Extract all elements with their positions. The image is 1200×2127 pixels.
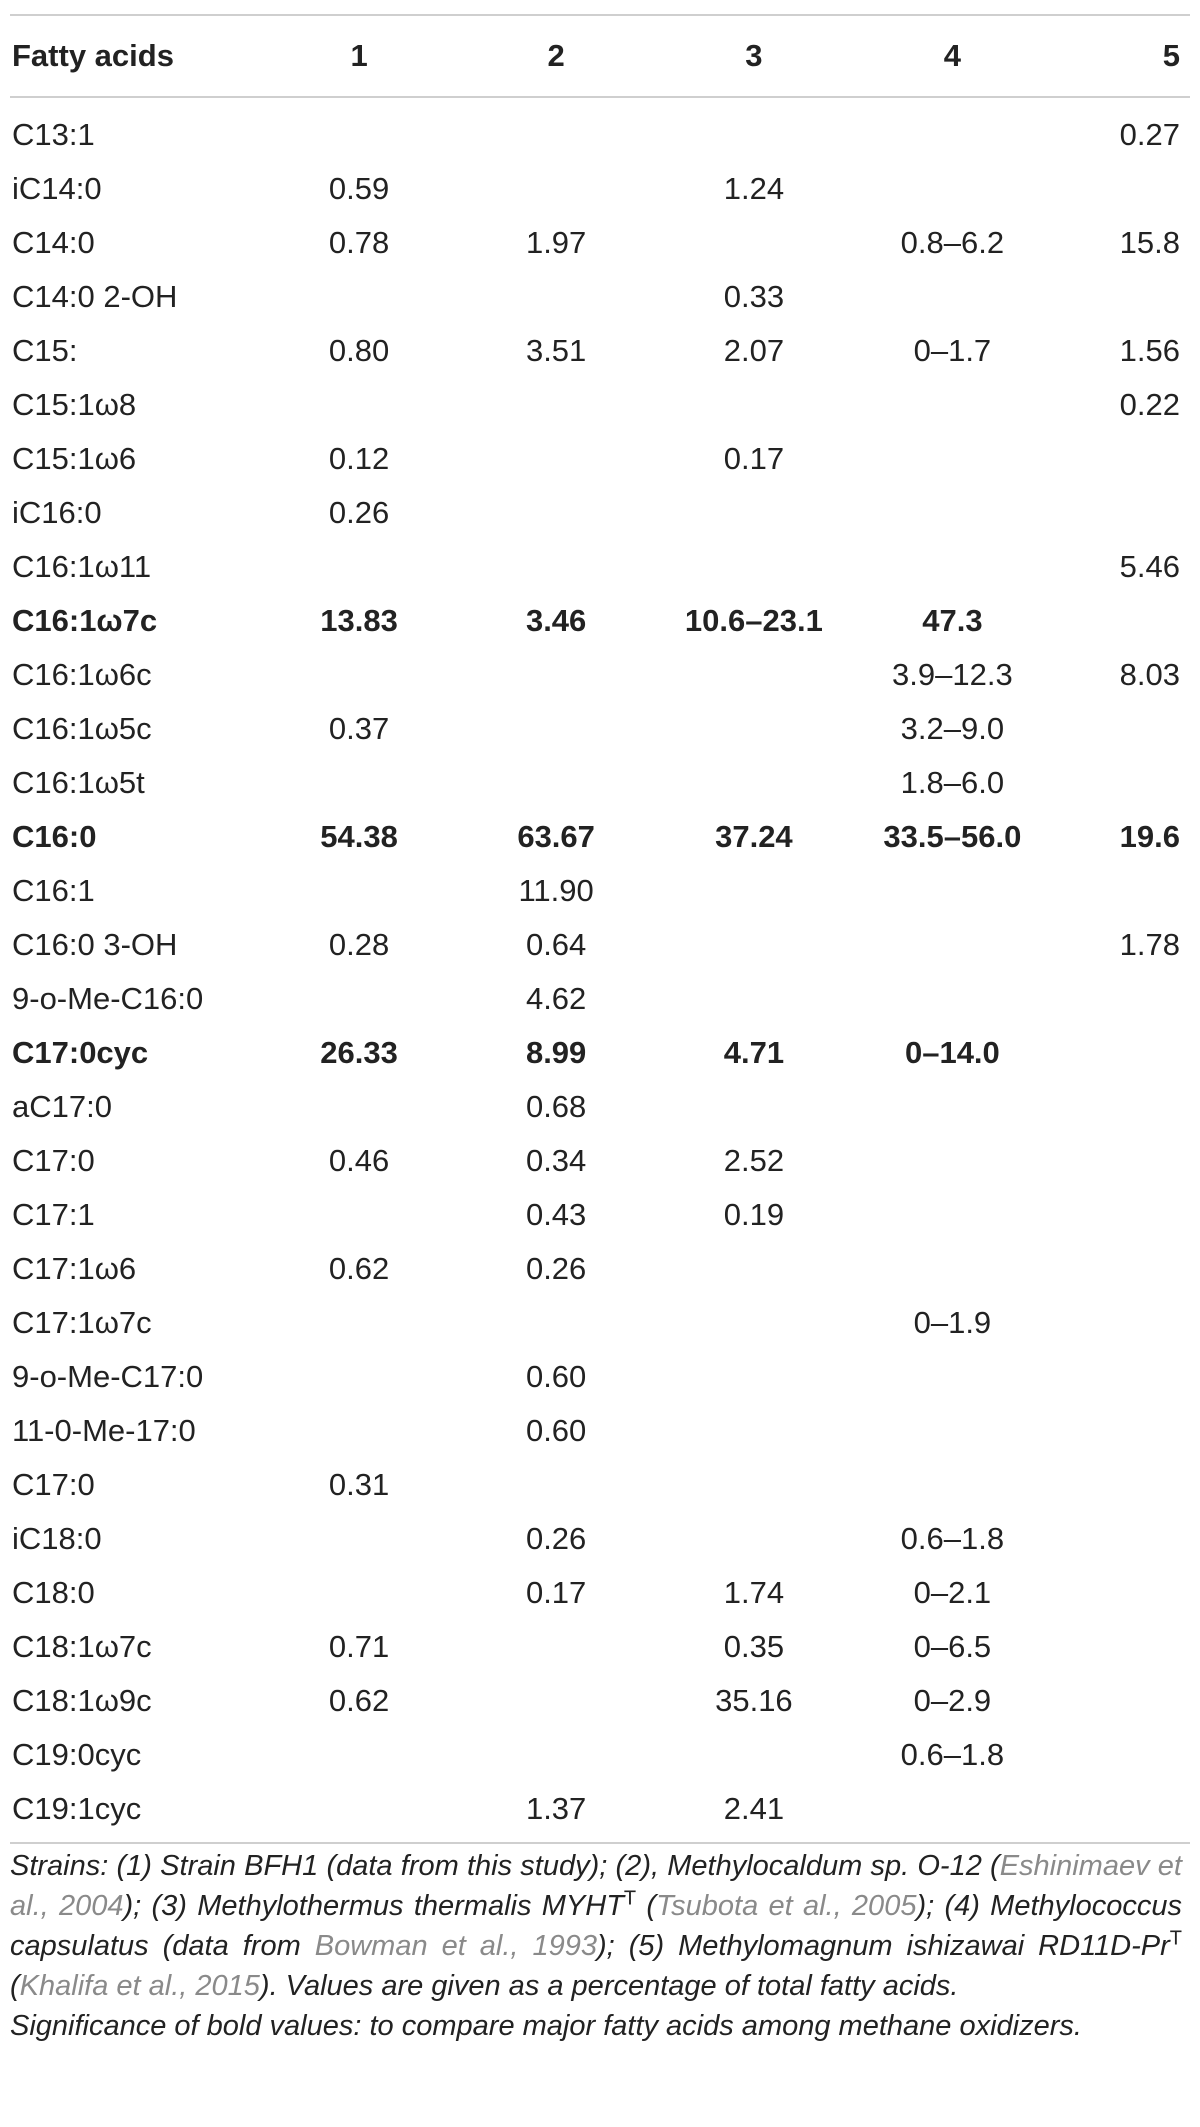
table-row [10,270,1190,324]
fatty-acid-name: C17:0cyc [12,1035,149,1070]
value-cell-strain-3 [655,1350,854,1404]
header-strain-5: 5 [1052,15,1190,97]
value-cell-strain-3: 37.24 [715,819,793,854]
table-row [10,648,1190,702]
table-row [10,540,1190,594]
fatty-acid-name: C14:0 2-OH [12,279,178,314]
value-cell-strain-1: 0.28 [328,927,390,962]
value-cell-strain-2 [458,432,655,486]
value-cell-strain-2 [458,1458,655,1512]
fatty-acid-name: C19:1cyc [10,1782,261,1843]
value-cell-strain-1: 0.78 [328,225,390,260]
table-row [10,1728,1190,1782]
value-cell-strain-5 [1052,270,1190,324]
header-strain-2: 2 [458,15,655,97]
value-cell-strain-5: 19.6 [1119,819,1180,854]
value-cell-strain-2 [458,540,655,594]
value-cell-strain-3: 35.16 [715,1683,793,1718]
value-cell-strain-1 [261,1296,458,1350]
value-cell-strain-3 [655,702,854,756]
fatty-acid-name: C15:1ω8 [12,387,137,422]
value-cell-strain-2: 11.90 [518,873,594,908]
value-cell-strain-1: 0.62 [328,1683,390,1718]
fatty-acid-name: C13:1 [12,117,95,152]
value-cell-strain-2: 0.26 [525,1521,587,1556]
header-fatty-acids: Fatty acids [10,15,261,97]
value-cell-strain-5 [1052,1620,1190,1674]
value-cell-strain-1 [261,972,458,1026]
value-cell-strain-3: 1.74 [723,1575,785,1610]
value-cell-strain-5: 0.27 [1119,117,1180,152]
value-cell-strain-5 [1052,1188,1190,1242]
type-strain-superscript: T [1169,1927,1182,1950]
table-row [10,1404,1190,1458]
value-cell-strain-4: 47.3 [922,603,983,638]
value-cell-strain-2: 1.97 [525,225,587,260]
fatty-acid-name: C15:1ω6 [12,441,137,476]
value-cell-strain-3 [655,1728,854,1782]
value-cell-strain-4: 33.5–56.0 [883,819,1022,854]
note-text: ); (3) Methylothermus thermalis MYHT [123,1890,624,1922]
value-cell-strain-1: 0.62 [328,1251,390,1286]
value-cell-strain-4: 0–1.7 [913,333,992,368]
value-cell-strain-1 [261,1566,458,1620]
value-cell-strain-4 [853,1080,1052,1134]
value-cell-strain-2: 0.68 [525,1089,587,1124]
header-strain-1: 1 [261,15,458,97]
value-cell-strain-5 [1052,1026,1190,1080]
value-cell-strain-4 [853,1242,1052,1296]
table-header [10,15,1190,97]
value-cell-strain-1: 54.38 [320,819,398,854]
value-cell-strain-4: 0–2.9 [913,1683,992,1718]
value-cell-strain-5 [1052,1782,1190,1843]
value-cell-strain-5 [1052,1728,1190,1782]
fatty-acid-name: iC18:0 [12,1521,102,1556]
value-cell-strain-2: 1.37 [458,1782,655,1843]
value-cell-strain-3: 2.52 [723,1143,785,1178]
value-cell-strain-4 [853,1188,1052,1242]
value-cell-strain-1 [261,1782,458,1843]
fatty-acids-table [10,14,1190,1844]
fatty-acid-name: C18:0 [12,1575,95,1610]
reference-link[interactable]: Bowman et al., 1993 [314,1930,597,1962]
table-row [10,1674,1190,1728]
value-cell-strain-1: 0.12 [328,441,390,476]
value-cell-strain-2 [458,1674,655,1728]
value-cell-strain-4 [853,540,1052,594]
value-cell-strain-2 [458,702,655,756]
fatty-acid-name: C17:0 [12,1467,95,1502]
table-row [10,1134,1190,1188]
table-row [10,702,1190,756]
note-text: ); (4) Methylococcus capsulatus (data from [10,1890,1182,1962]
value-cell-strain-1: 0.37 [328,711,390,746]
value-cell-strain-4 [853,918,1052,972]
table-row [10,918,1190,972]
value-cell-strain-1 [261,97,458,162]
fatty-acid-name: C16:1 [12,873,95,908]
value-cell-strain-1 [261,270,458,324]
fatty-acid-name: iC14:0 [12,171,102,206]
note-text: ); (5) Methylomagnum ishizawai RD11D-Pr [596,1930,1170,1962]
reference-link[interactable]: Eshinimaev et al., 2004 [10,1850,1182,1922]
value-cell-strain-1 [261,1404,458,1458]
value-cell-strain-2: 0.26 [525,1251,587,1286]
value-cell-strain-3: 0.33 [723,279,785,314]
fatty-acid-name: C18:1ω7c [12,1629,152,1664]
value-cell-strain-5 [1052,486,1190,540]
value-cell-strain-4 [853,1404,1052,1458]
table-row [10,864,1190,918]
value-cell-strain-2 [458,1728,655,1782]
value-cell-strain-4: 0–2.1 [913,1575,992,1610]
value-cell-strain-5 [1052,1566,1190,1620]
value-cell-strain-1 [261,540,458,594]
value-cell-strain-4 [853,270,1052,324]
fatty-acid-name: iC16:0 [12,495,102,530]
table-row [10,810,1190,864]
value-cell-strain-4 [853,972,1052,1026]
fatty-acid-name: aC17:0 [12,1089,112,1124]
value-cell-strain-1 [261,648,458,702]
note-text: Strains: (1) Strain BFH1 (data from this study); (2), Methylocaldum sp. O-12 ( [10,1850,1000,1882]
table-footnotes [10,1846,1182,2046]
value-cell-strain-1 [261,378,458,432]
value-cell-strain-2 [458,1296,655,1350]
table-row [10,216,1190,270]
value-cell-strain-5 [1052,1080,1190,1134]
value-cell-strain-1: 0.26 [328,495,390,530]
value-cell-strain-2: 63.67 [517,819,595,854]
fatty-acid-name: 11-0-Me-17:0 [12,1413,196,1448]
value-cell-strain-5: 5.46 [1119,549,1180,584]
value-cell-strain-2: 0.64 [525,927,587,962]
value-cell-strain-3: 2.41 [655,1782,854,1843]
table-body [10,97,1190,1843]
value-cell-strain-5: 8.03 [1119,657,1180,692]
fatty-acid-name: C16:1ω5t [12,765,145,800]
value-cell-strain-4: 0–14.0 [904,1035,1000,1070]
value-cell-strain-1: 0.31 [328,1467,390,1502]
value-cell-strain-4 [853,864,1052,918]
table-row [10,1242,1190,1296]
value-cell-strain-4: 0–1.9 [913,1305,992,1340]
value-cell-strain-5: 1.78 [1119,927,1180,962]
value-cell-strain-3: 2.07 [723,333,785,368]
table-row [10,1458,1190,1512]
value-cell-strain-2 [458,97,655,162]
header-strain-4: 4 [853,15,1052,97]
value-cell-strain-4: 0.6–1.8 [900,1737,1005,1772]
value-cell-strain-1: 0.80 [328,333,390,368]
value-cell-strain-5 [1052,1458,1190,1512]
value-cell-strain-3 [655,756,854,810]
fatty-acid-name: C16:0 3-OH [12,927,178,962]
value-cell-strain-2: 0.43 [525,1197,587,1232]
fatty-acid-name: C17:1 [12,1197,95,1232]
value-cell-strain-1 [261,1512,458,1566]
value-cell-strain-5 [1052,972,1190,1026]
value-cell-strain-3 [655,1242,854,1296]
table-row [10,1296,1190,1350]
table-row [10,1188,1190,1242]
value-cell-strain-2: 0.60 [525,1359,587,1394]
value-cell-strain-3 [655,972,854,1026]
value-cell-strain-3 [655,1458,854,1512]
value-cell-strain-1: 13.83 [320,603,398,638]
table-row [10,1350,1190,1404]
value-cell-strain-5: 0.22 [1119,387,1180,422]
table-row [10,1512,1190,1566]
value-cell-strain-4 [853,1134,1052,1188]
value-cell-strain-3 [655,540,854,594]
value-cell-strain-5: 1.56 [1119,333,1180,368]
table-row [10,486,1190,540]
value-cell-strain-2: 8.99 [525,1035,587,1070]
value-cell-strain-4: 0–6.5 [913,1629,992,1664]
value-cell-strain-1: 26.33 [320,1035,398,1070]
value-cell-strain-4: 0.6–1.8 [900,1521,1005,1556]
value-cell-strain-3 [655,864,854,918]
fatty-acid-name: C16:0 [12,819,97,854]
value-cell-strain-4 [853,1782,1052,1843]
value-cell-strain-5 [1052,864,1190,918]
value-cell-strain-4 [853,432,1052,486]
fatty-acid-name: C18:1ω9c [12,1683,152,1718]
table-row [10,594,1190,648]
value-cell-strain-1 [261,1350,458,1404]
value-cell-strain-5 [1052,162,1190,216]
value-cell-strain-5 [1052,1296,1190,1350]
table-row [10,324,1190,378]
value-cell-strain-3 [655,216,854,270]
value-cell-strain-3: 10.6–23.1 [684,603,823,638]
value-cell-strain-2: 3.46 [525,603,587,638]
value-cell-strain-4: 0.8–6.2 [900,225,1005,260]
value-cell-strain-2 [458,648,655,702]
value-cell-strain-1 [261,756,458,810]
value-cell-strain-4 [853,486,1052,540]
value-cell-strain-5 [1052,432,1190,486]
value-cell-strain-5 [1052,702,1190,756]
value-cell-strain-3 [655,97,854,162]
value-cell-strain-2: 3.51 [525,333,587,368]
reference-link[interactable]: Tsubota et al., 2005 [656,1890,917,1922]
value-cell-strain-2 [458,756,655,810]
value-cell-strain-5 [1052,1404,1190,1458]
fatty-acid-name: C16:1ω6c [12,657,152,692]
value-cell-strain-3 [655,648,854,702]
value-cell-strain-1 [261,864,458,918]
value-cell-strain-2 [458,270,655,324]
header-strain-3: 3 [655,15,854,97]
value-cell-strain-4: 3.2–9.0 [900,711,1005,746]
value-cell-strain-2 [458,378,655,432]
value-cell-strain-1 [261,1080,458,1134]
fatty-acid-name: C17:1ω7c [12,1305,152,1340]
value-cell-strain-2: 0.34 [525,1143,587,1178]
table-row [10,97,1190,162]
note-text: ( [636,1890,657,1922]
value-cell-strain-4: 1.8–6.0 [900,765,1005,800]
value-cell-strain-1 [261,1188,458,1242]
value-cell-strain-4 [853,97,1052,162]
fatty-acid-name: C16:1ω11 [12,549,152,584]
header-row [10,15,1190,97]
value-cell-strain-4 [853,378,1052,432]
value-cell-strain-2 [458,486,655,540]
value-cell-strain-3 [655,1512,854,1566]
fatty-acid-name: C17:1ω6 [12,1251,137,1286]
value-cell-strain-1: 0.46 [328,1143,390,1178]
value-cell-strain-5 [1052,1242,1190,1296]
value-cell-strain-3 [655,1080,854,1134]
significance-note: Significance of bold values: to compare major fatty acids among methane oxidizers. [10,2010,1082,2042]
value-cell-strain-3: 0.17 [723,441,785,476]
fatty-acid-name: C15: [12,333,78,368]
value-cell-strain-5 [1052,1350,1190,1404]
value-cell-strain-5 [1052,1512,1190,1566]
fatty-acid-name: C19:0cyc [12,1737,142,1772]
table-row [10,972,1190,1026]
value-cell-strain-5 [1052,756,1190,810]
table-row [10,1026,1190,1080]
value-cell-strain-2: 4.62 [525,981,587,1016]
value-cell-strain-4: 3.9–12.3 [892,657,1013,692]
value-cell-strain-1 [261,1728,458,1782]
value-cell-strain-2 [458,162,655,216]
fatty-acid-name: 9-o-Me-C16:0 [12,981,204,1016]
value-cell-strain-3 [655,378,854,432]
fatty-acid-name: 9-o-Me-C17:0 [12,1359,204,1394]
reference-link[interactable]: Khalifa et al., 2015 [19,1970,260,2002]
value-cell-strain-4 [853,1350,1052,1404]
value-cell-strain-3: 1.24 [723,171,785,206]
value-cell-strain-3 [655,1404,854,1458]
fatty-acid-name: C17:0 [12,1143,95,1178]
value-cell-strain-3: 4.71 [723,1035,785,1070]
value-cell-strain-5 [1052,1674,1190,1728]
value-cell-strain-4 [853,1458,1052,1512]
type-strain-superscript: T [623,1887,637,1910]
value-cell-strain-4 [853,162,1052,216]
fatty-acid-name: C14:0 [12,225,95,260]
value-cell-strain-1: 0.59 [328,171,390,206]
value-cell-strain-3 [655,918,854,972]
table-row [10,1620,1190,1674]
table-row [10,1782,1190,1843]
value-cell-strain-3 [655,486,854,540]
value-cell-strain-3 [655,1296,854,1350]
note-text: ( [10,1970,20,2002]
table-row [10,378,1190,432]
strains-note [10,1846,1182,2006]
value-cell-strain-3: 0.35 [723,1629,785,1664]
value-cell-strain-5 [1052,594,1190,648]
value-cell-strain-2: 0.60 [525,1413,587,1448]
note-text: ). Values are given as a percentage of total fatty acids. [259,1970,959,2002]
value-cell-strain-5: 15.8 [1119,225,1180,260]
value-cell-strain-2: 0.17 [525,1575,587,1610]
value-cell-strain-5 [1052,1134,1190,1188]
table-row [10,1566,1190,1620]
value-cell-strain-3: 0.19 [723,1197,785,1232]
table-row [10,432,1190,486]
table-row [10,756,1190,810]
fatty-acid-name: C16:1ω5c [12,711,152,746]
value-cell-strain-2 [458,1620,655,1674]
table-row [10,1080,1190,1134]
value-cell-strain-1: 0.71 [328,1629,390,1664]
fatty-acid-name: C16:1ω7c [12,603,158,638]
table-row [10,162,1190,216]
